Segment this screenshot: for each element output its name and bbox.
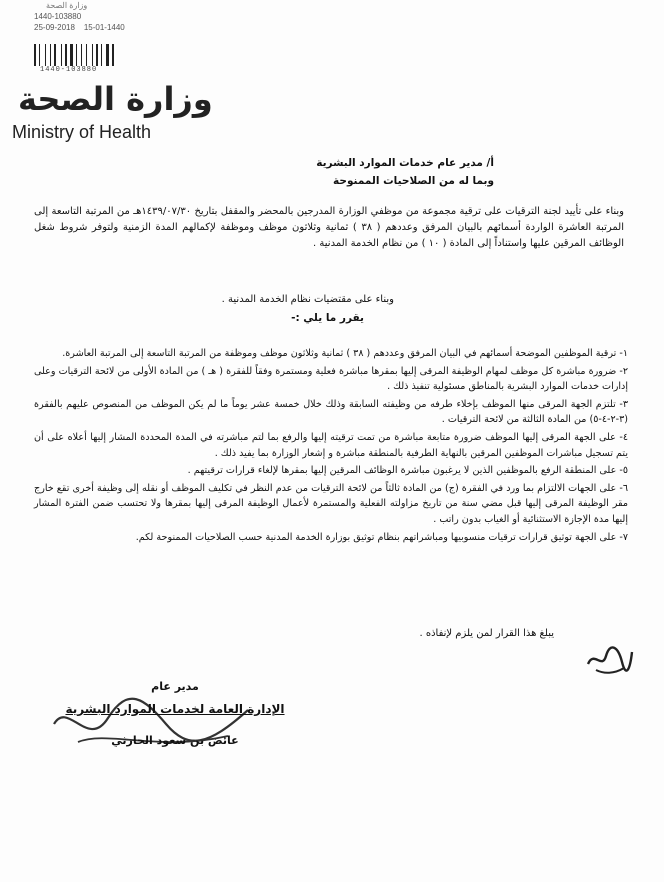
barcode-bar [110,44,111,66]
barcode-bar [86,44,87,66]
barcode-bar [81,44,82,66]
stamp-ref-number: 1440-103880 [34,12,82,21]
decision-items [34,346,628,547]
logo-english: Ministry of Health [12,122,152,142]
decision-item: ٤- على الجهة المرقى إليها الموظف ضرورة متابعة مباشرة من تمت ترقيته إليها والرفع بما لتم مباشرته في المدة المحددة المشار إليها أعلاه على أن يتم تسجيل مباشرات الموظفين المرقين بالنهاية الطرفية بالمنطقة مباشرة و إشعار الوزارة بما يفيد ذلك . [34,431,628,459]
barcode-bar [47,44,49,66]
barcode-bar [78,44,80,66]
barcode-bar [112,44,114,66]
barcode-bar [37,44,38,66]
barcode-bar [99,44,100,66]
barcode-bar [57,44,60,66]
barcode-bar [76,44,77,66]
barcode-bar [45,44,46,66]
signer-name: عائض بن سعود الحارثي [111,734,239,747]
barcode-bar [63,44,64,66]
signer-department: الإدارة العامة لخدمات الموارد البشرية [65,702,285,716]
closing-line: يبلغ هذا القرار لمن يلزم لإنفاذه . [419,628,554,639]
signature-block [50,676,300,752]
barcode-bar [61,44,62,66]
barcode-bar [92,44,93,66]
decision-item: ١- ترقية الموظفين الموضحة أسمائهم في البيان المرفق وعددهم ( ٣٨ ) ثمانية وثلاثون موظف وموظفة من المرتبة التاسعة إلى المرتبة العاشرة. [62,348,628,359]
addressee [316,154,494,190]
signer-title: مدير عام [151,680,199,693]
initials-scribble-icon [584,640,634,680]
barcode-bar [34,44,36,66]
barcode-bar [103,44,105,66]
decision-item: ٣- تلتزم الجهة المرقى منها الموظف بإخلاء طرفه من وظيفته السابقة وذلك خلال خمسة عشر يوماً ما لم يكن الموظف من المنصوص عليهم بالفقرة (٣-٢-٤-٥) من المادة الثالثة من لائحة الترقيات . [34,398,628,426]
initials-mark [584,640,634,687]
stamp-date-hijri: 15-01-1440 [83,23,125,32]
barcode-bar [65,44,67,66]
barcode-bar [41,44,44,66]
barcode-bar [83,44,85,66]
barcode-bar [115,44,116,66]
decision-heading: يقرر ما يلي :- [291,312,364,324]
decision-item: ٥- على المنطقة الرفع بالموظفين الذين لا يرغبون مباشرة الوظائف المرقين إليها بمقرها لإلغاء قرارات ترقيتهم . [187,465,628,477]
stamp-dates [6,22,136,33]
decision-item: ٧- على الجهة توثيق قرارات ترقيات منسوبيها ومباشراتهم بنظام توثيق بوزارة الخدمة المدنية حسب الصلاحيات الممنوحة لكم. [135,531,628,543]
barcode-bar [54,44,56,66]
barcode-bar [50,44,51,66]
reference-stamp [6,0,136,33]
addressee-line-2: وبما له من الصلاحيات الممنوحة [333,175,494,187]
barcode-bar [88,44,91,66]
body-paragraph-2: وبناء على مقتضيات نظام الخدمة المدنية . [221,294,394,305]
barcode-bar [70,44,73,66]
barcode [34,44,124,66]
barcode-number: 1440-103880 [40,66,98,74]
stamp-date-gregorian: 25-09-2018 [34,23,75,32]
addressee-line-1: أ/ مدير عام خدمات الموارد البشرية [316,157,494,169]
barcode-bar [52,44,53,66]
barcode-bar [101,44,102,66]
barcode-bar [74,44,75,66]
barcode-bar [68,44,69,66]
body-paragraph-1: وبناء على تأييد لجنة الترقيات على ترقية مجموعة من موظفي الوزارة المدرجين بالمحضر والمقفل بتاريخ ١٤٣٩/٠٧/٣٠هـ من المرتبة التاسعة إلى المرتبة العاشرة الواردة أسمائهم بالبيان المرفق وعددهم ( ٣٨ ) ثمانية وثلاثون موظف وموظفة لإكمالهم المدة الزمنية ولتوفر شروط شغل الوظائف المرقين عليها واستناداً إلى المادة ( ١٠ ) من نظام الخدمة المدنية . [34,206,625,249]
stamp-ministry: وزارة الصحة [46,1,88,10]
logo-arabic: وزارة الصحة [18,80,213,118]
barcode-bar [96,44,98,66]
barcode-bar [39,44,40,66]
decision-item: ٦- على الجهات الالتزام بما ورد في الفقرة (ج) من المادة ثالثاً من لائحة الترقيات من عدم النظر في تكليف الموظف أو نقله إلى وظيفة أخرى تقع خارج مقر الوظيفة المرقى إليها قبل مضي سنة من تاريخ مزاولته الفعلية والمستمرة لأعمال الوظيفة المرقى إليها بمقرها ولا تحتسب ضمن الفترة المشار إليها مدة الإجازة الاستثنائية أو الغياب بدون راتب . [34,482,628,525]
barcode-bar [106,44,109,66]
barcode-bar [94,44,95,66]
decision-item: ٢- ضرورة مباشرة كل موظف لمهام الوظيفة المرقى إليها بمقرها مباشرة فعلية ومستمرة وفقاً للفقرة ( هـ ) من المادة الأولى من لائحة الترقيات وعلى إدارات خدمات الموارد البشرية بالمناطق مسئولية تنفيذ ذلك . [34,365,628,393]
